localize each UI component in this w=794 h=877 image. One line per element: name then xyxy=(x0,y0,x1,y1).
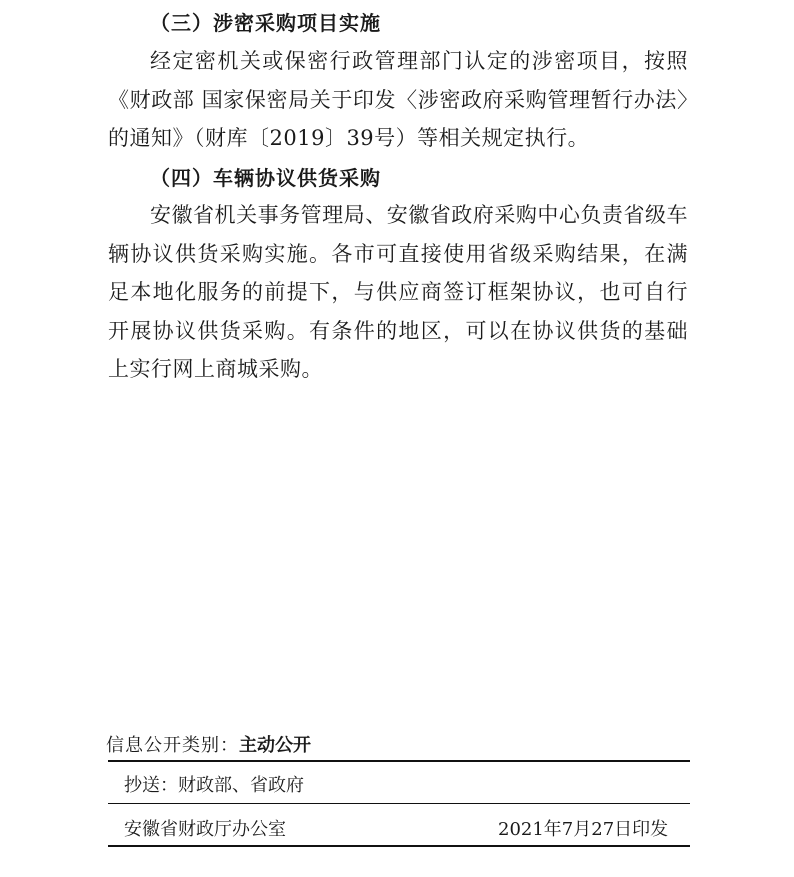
disclosure-label: 信息公开类别： xyxy=(106,735,239,756)
issuer-office: 安徽省财政厅办公室 xyxy=(124,819,286,840)
section-body-classified-procurement: 经定密机关或保密行政管理部门认定的涉密项目，按照《财政部 国家保密局关于印发〈涉密政府采购管理暂行办法〉的通知》（财库〔2019〕39号）等相关规定执行。 xyxy=(108,49,688,150)
section-body-vehicle-procurement: 安徽省机关事务管理局、安徽省政府采购中心负责省级车辆协议供货采购实施。各市可直接使用省级采购结果，在满足本地化服务的前提下，与供应商签订框架协议，也可自行开展协议供货采购。有条件的地区，可以在协议供货的基础上实行网上商城采购。 xyxy=(108,203,688,381)
footer-rule-bottom xyxy=(108,845,690,847)
disclosure-value: 主动公开 xyxy=(239,735,311,756)
cc-line: 抄送：财政部、省政府 xyxy=(124,775,304,796)
footer-rule-top xyxy=(108,760,690,762)
footer-rule-middle xyxy=(108,803,690,804)
print-date: 2021年7月27日印发 xyxy=(498,819,669,840)
section-heading-vehicle-procurement: （四）车辆协议供货采购 xyxy=(150,166,381,190)
disclosure-category xyxy=(106,731,311,757)
section-heading-classified-procurement: （三）涉密采购项目实施 xyxy=(150,11,381,35)
